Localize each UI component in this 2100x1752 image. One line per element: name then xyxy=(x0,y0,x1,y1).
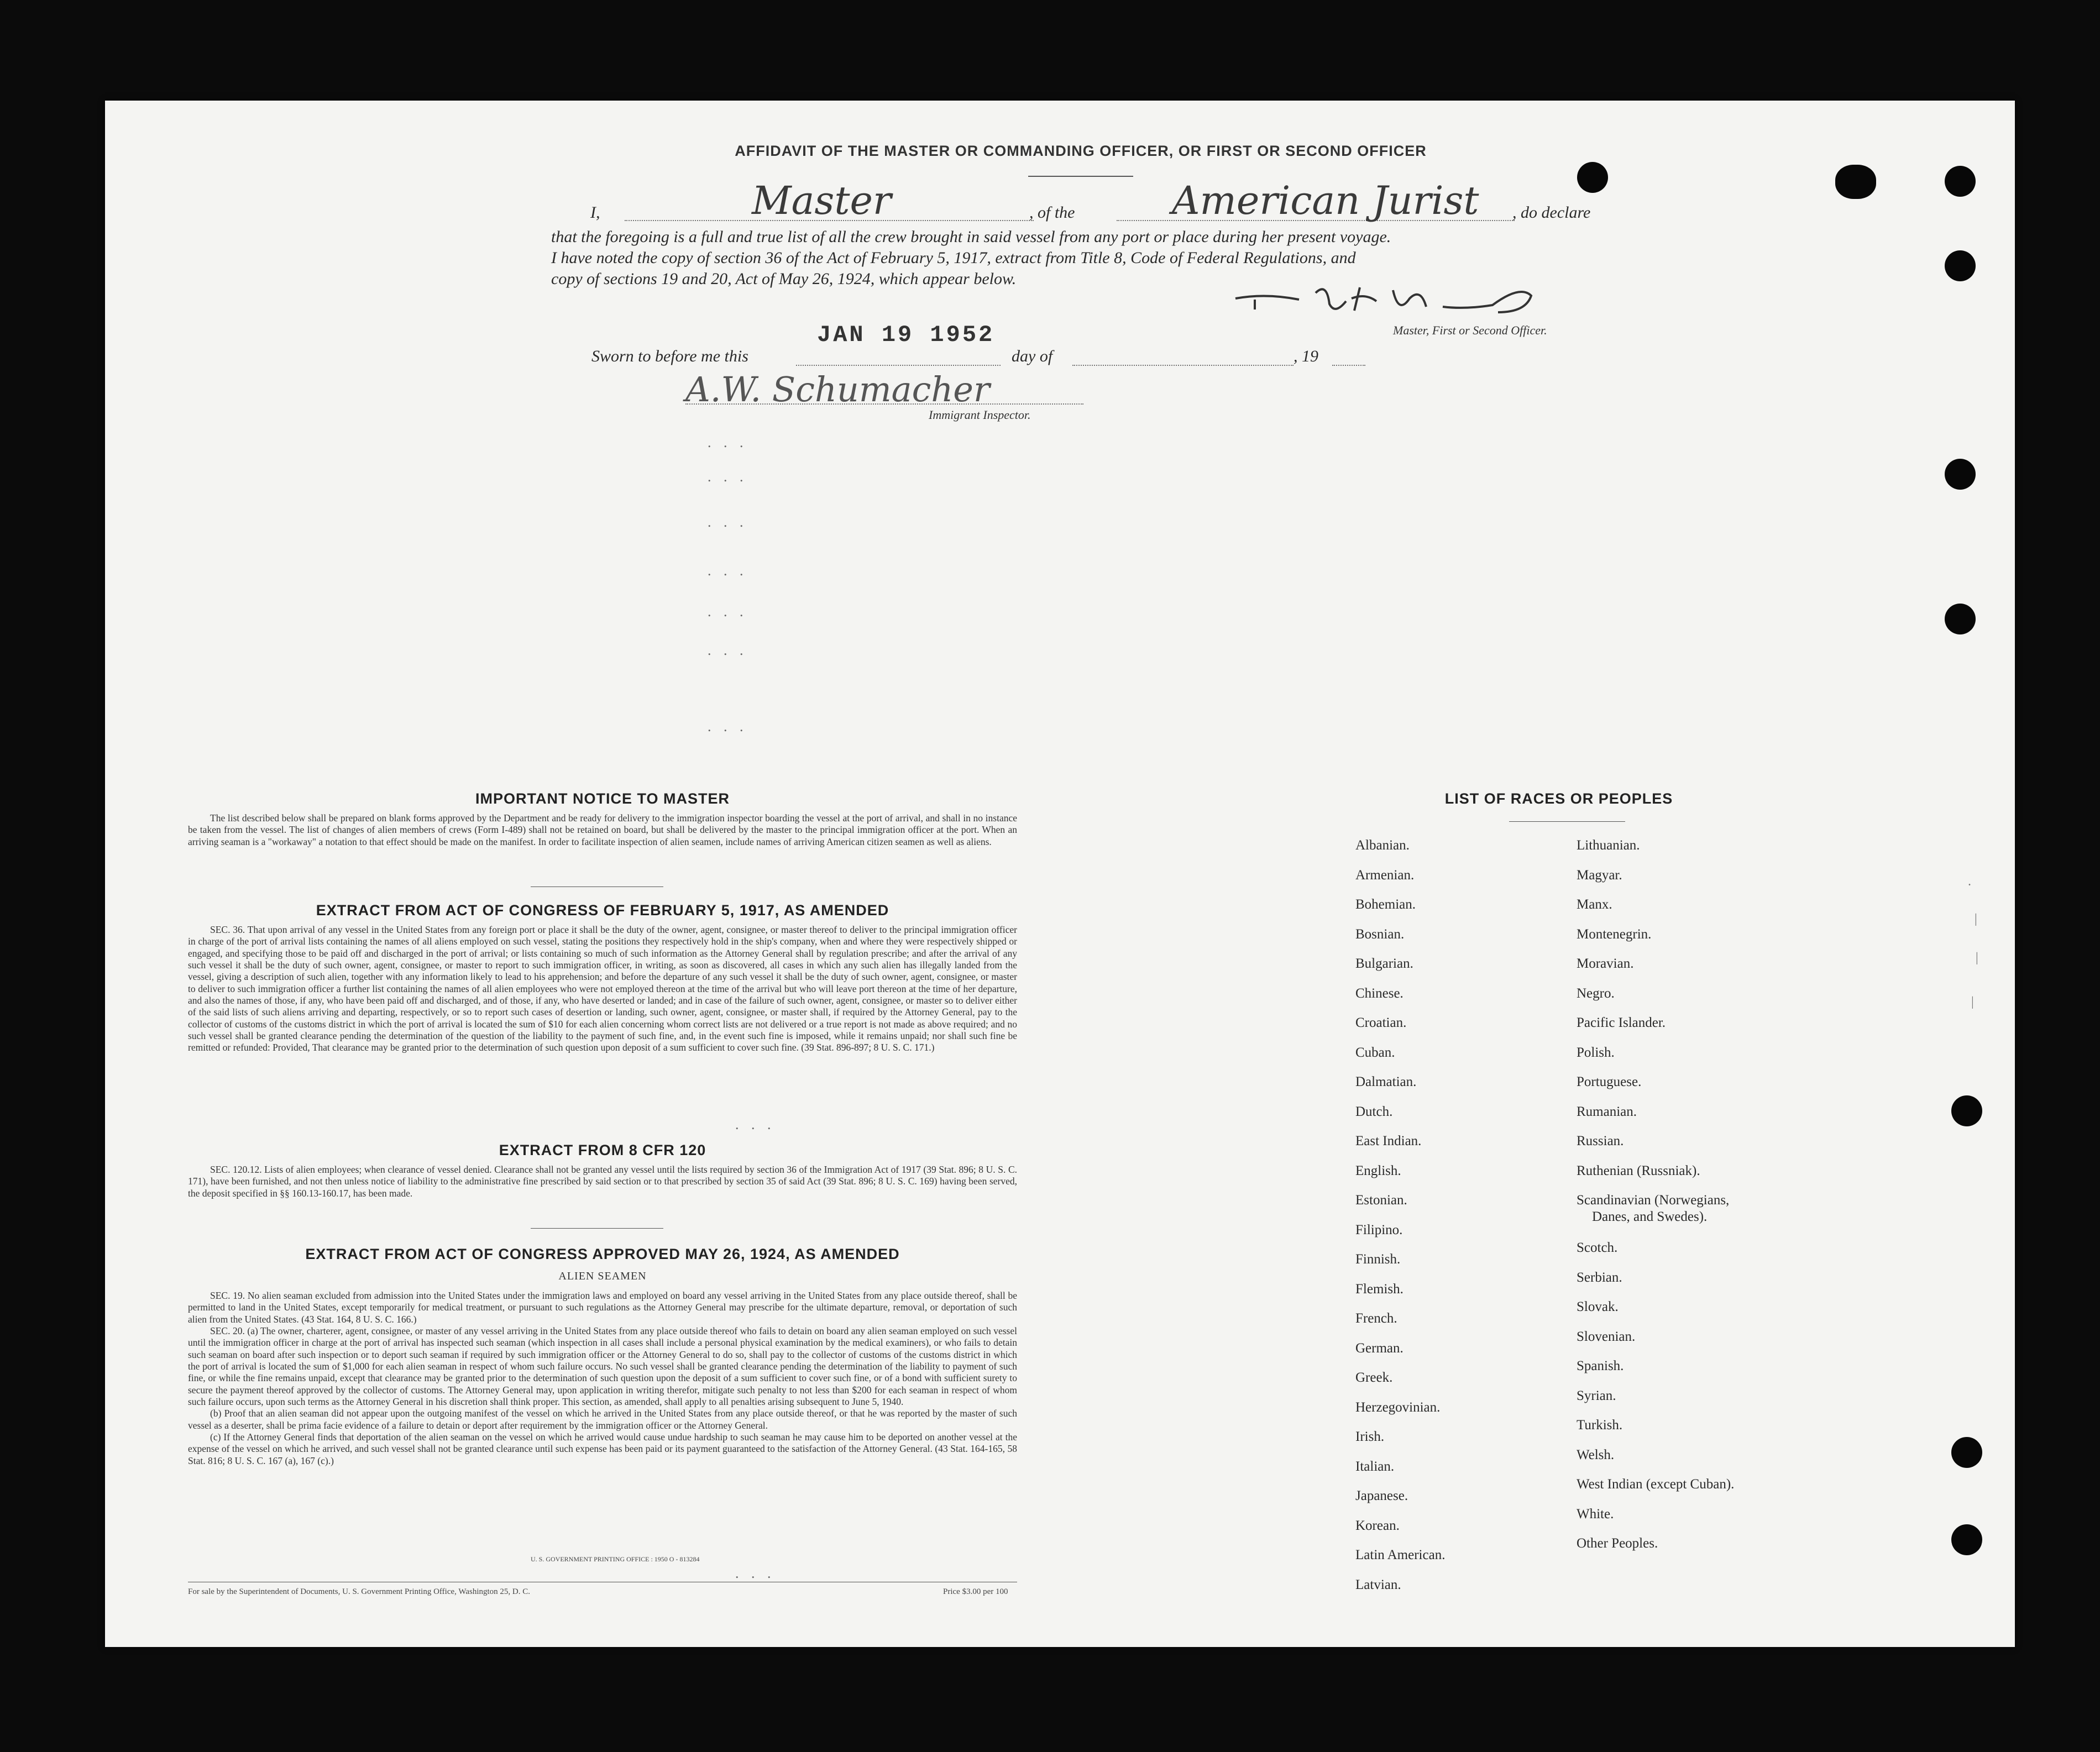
race-item: Estonian. xyxy=(1355,1193,1407,1208)
extract-cfr-text: SEC. 120.12. Lists of alien employees; when clearance of vessel denied. Clearance shall not be granted any vessel until the lists required by section 36 of the Immigration Act of 1917 (39 Stat. 896; 8 U. S. C. 171), have been furnished, and not then unless notice of liability to the administrative fine prescribed by said section or to that prescribed by section 35 of said Act (39 Stat. 896; 8 U. S. C. 169) having been served, the deposit specified in §§ 160.13-160.17, has been made. xyxy=(188,1164,1017,1199)
race-item: Bohemian. xyxy=(1355,897,1416,912)
extract-cfr-block xyxy=(188,1164,1017,1199)
affidavit-i-label: I, xyxy=(590,203,600,222)
race-item: Serbian. xyxy=(1577,1270,1622,1285)
race-item: French. xyxy=(1355,1311,1397,1326)
race-item: Welsh. xyxy=(1577,1447,1615,1462)
race-item: Finnish. xyxy=(1355,1252,1401,1267)
race-item: Irish. xyxy=(1355,1429,1385,1444)
inspector-line xyxy=(685,403,1083,405)
race-item: Scotch. xyxy=(1577,1240,1618,1256)
race-item: Moravian. xyxy=(1577,956,1634,971)
divider xyxy=(1028,176,1133,177)
blank-row-marks: . . . xyxy=(708,563,748,579)
blank-row-marks: . . . xyxy=(708,469,748,485)
notice-text: The list described below shall be prepared on blank forms approved by the Department and be ready for delivery to the immigration inspector boarding the vessel at the port of arrival, and shall in no instance be taken from the vessel. The list of changes of alien members of crews (Form I-489) shall not be retained on board, but shall be delivered by the master to the principal immigration officer at the port. When an arriving seaman is a "workaway" a notation to that effect should be made on the manifest. In order to facilitate inspection of alien seamen, include names of arriving American citizen seamen as well as aliens. xyxy=(188,812,1017,847)
margin-mark: | xyxy=(1971,995,1974,1009)
margin-mark: | xyxy=(1976,951,1978,965)
punch-hole xyxy=(1945,166,1976,197)
race-item: Latvian. xyxy=(1355,1577,1401,1592)
race-item: Bosnian. xyxy=(1355,926,1405,942)
race-item: East Indian. xyxy=(1355,1134,1422,1148)
signature-caption: Master, First or Second Officer. xyxy=(1393,323,1547,337)
race-item: Greek. xyxy=(1355,1370,1393,1385)
race-item: Other Peoples. xyxy=(1577,1536,1658,1551)
notice-text-block xyxy=(188,812,1017,848)
blank-row-marks: . . . xyxy=(708,514,748,530)
date-stamp: JAN 19 1952 xyxy=(817,322,995,348)
extract-1917-title: EXTRACT FROM ACT OF CONGRESS OF FEBRUARY 5, 1917, AS AMENDED xyxy=(316,902,889,919)
divider xyxy=(1509,821,1625,822)
inspector-signature: A.W. Schumacher xyxy=(685,369,990,410)
race-item: Ruthenian (Russniak). xyxy=(1577,1163,1700,1178)
punch-hole xyxy=(1577,162,1608,193)
extract-1924-block xyxy=(188,1290,1017,1467)
punch-hole xyxy=(1945,459,1976,490)
race-item: Portuguese. xyxy=(1577,1074,1642,1089)
race-item: Slovenian. xyxy=(1577,1329,1636,1344)
race-item: Albanian. xyxy=(1355,838,1410,853)
blank-row-marks: . . . xyxy=(735,1565,776,1581)
race-item: Dalmatian. xyxy=(1355,1074,1417,1089)
race-item: White. xyxy=(1577,1506,1614,1522)
race-item: Bulgarian. xyxy=(1355,956,1413,971)
sworn-day-line xyxy=(796,365,1001,366)
for-sale-text: For sale by the Superintendent of Documents, U. S. Government Printing Office, Washington 25, D. C. xyxy=(188,1587,530,1596)
divider xyxy=(531,1228,663,1229)
sworn-month-line xyxy=(1072,365,1293,366)
extract-1917-block xyxy=(188,924,1017,1054)
blank-row-marks: . . . xyxy=(708,434,748,450)
race-item: West Indian (except Cuban). xyxy=(1577,1477,1735,1492)
punch-hole xyxy=(1951,1524,1982,1555)
price-text: Price $3.00 per 100 xyxy=(943,1587,1008,1596)
race-item: English. xyxy=(1355,1163,1401,1178)
race-item: Russian. xyxy=(1577,1134,1624,1148)
race-item: Japanese. xyxy=(1355,1488,1408,1503)
blank-row-marks: . . . xyxy=(708,642,748,658)
do-declare-label: , do declare xyxy=(1512,203,1591,222)
punch-hole xyxy=(1951,1437,1982,1468)
race-item: Pacific Islander. xyxy=(1577,1015,1666,1030)
race-item: Korean. xyxy=(1355,1518,1400,1533)
race-item: Magyar. xyxy=(1577,867,1622,883)
race-item: Slovak. xyxy=(1577,1299,1619,1315)
affidavit-line-4: copy of sections 19 and 20, Act of May 26, 1924, which appear below. xyxy=(551,270,1017,288)
punch-hole xyxy=(1945,604,1976,634)
race-item: Negro. xyxy=(1577,985,1615,1001)
extract-1924-para-4: (c) If the Attorney General finds that deportation of the alien seaman on the vessel on which he arrived would cause undue hardship to such seaman he may cause him to be deported on another vessel at the expense of the vessel on which he arrived, and such vessel shall not be granted clearance until such expense has been paid or its payment guaranteed to the satisfaction of the Attorney General. (43 Stat. 164-165, 58 Stat. 816; 8 U. S. C. 167 (a), 167 (c).) xyxy=(188,1431,1017,1466)
affidavit-line-3: I have noted the copy of section 36 of the Act of February 5, 1917, extract from Title 8, Code of Federal Regulations, and xyxy=(551,249,1356,267)
races-title: LIST OF RACES OR PEOPLES xyxy=(1444,790,1673,807)
race-item: Chinese. xyxy=(1355,985,1404,1001)
blank-row-marks: . . . xyxy=(708,718,748,735)
race-item: Turkish. xyxy=(1577,1418,1623,1433)
inspector-caption: Immigrant Inspector. xyxy=(929,408,1031,422)
extract-1924-subtitle: ALIEN SEAMEN xyxy=(558,1270,647,1282)
blank-row-marks: . . . xyxy=(735,1116,776,1132)
race-item: Rumanian. xyxy=(1577,1104,1637,1119)
blank-row-marks: . . . xyxy=(708,604,748,620)
punch-hole xyxy=(1951,1095,1982,1126)
punch-hole xyxy=(1835,165,1876,199)
race-item: Manx. xyxy=(1577,897,1612,912)
race-item: Armenian. xyxy=(1355,867,1415,883)
race-item: Syrian. xyxy=(1577,1388,1616,1403)
margin-mark: | xyxy=(1975,912,1977,926)
affidavit-line-2: that the foregoing is a full and true list of all the crew brought in said vessel from any port or place during her present voyage. xyxy=(551,228,1391,246)
day-of-label: day of xyxy=(1012,347,1053,365)
sworn-year-line xyxy=(1332,365,1365,366)
extract-1924-para-1: SEC. 19. No alien seaman excluded from admission into the United States under the immigration laws and employed on board any vessel arriving in the United States from any place outside thereof, shall be permitted to land in the United States, except temporarily for medical treatment, or pursuant to such regulations as the Attorney General may prescribe for the ultimate departure, removal, or deportation of such alien from the United States. (43 Stat. 164, 8 U. S. C. 166.) xyxy=(188,1290,1017,1325)
race-item: Dutch. xyxy=(1355,1104,1393,1119)
of-the-label: , of the xyxy=(1029,203,1075,222)
master-handwritten: Master xyxy=(752,178,892,223)
race-item: Latin American. xyxy=(1355,1548,1446,1562)
race-item: Montenegrin. xyxy=(1577,926,1652,942)
notice-title: IMPORTANT NOTICE TO MASTER xyxy=(475,790,730,807)
margin-mark: . xyxy=(1968,874,1971,889)
extract-1924-para-3: (b) Proof that an alien seaman did not appear upon the outgoing manifest of the vessel on which he arrived in the United States from any place outside thereof, or that he was reported by the master of such vessel as a deserter, shall be prima facie evidence of a failure to detain or deport after requirement by the immigration officer or the Attorney General. xyxy=(188,1408,1017,1431)
extract-1924-para-2: SEC. 20. (a) The owner, charterer, agent, consignee, or master of any vessel arriving in the United States from any place outside thereof who fails to detain on board any alien seaman employed on such vessel until the immigration officer in charge at the port of arrival has inspected such seaman (which inspection in all cases shall include a personal physical examination by the medical examiners), or who fails to detain such seaman on board after such inspection or to deport such seaman if required by such immigration officer or the Attorney General to do so, shall pay to the collector of customs of the customs district in which the port of arrival is located the sum of $1,000 for each alien seaman in respect of whom such failure occurs. No such vessel shall be granted clearance pending the determination of the liability to payment of such fine, or while the fine remains unpaid, except that clearance may be granted prior to the determination of such question upon the deposit of a sum sufficient to cover such fine, or of a bond with sufficient surety to secure the payment thereof approved by the collector of customs. The Attorney General may, upon application in writing therefor, mitigate such penalty to not less than $200 for each seaman in respect of whom such failure occurs, upon such terms as the Attorney General in his discretion shall think proper. This section, as amended, shall apply to all penalties arising subsequent to June 5, 1940. xyxy=(188,1325,1017,1408)
extract-1917-text: SEC. 36. That upon arrival of any vessel in the United States from any foreign port or place it shall be the duty of the owner, agent, consignee, or master thereof to deliver to the principal immigration officer in charge of the port of arrival lists containing the names of all aliens employed on such vessel, stating the positions they respectively hold in the ship's company, when and where they were respectively shipped or engaged, and specifying those to be paid off and discharged in the port of arrival; or lists containing so much of such information as the Attorney General shall by regulation prescribe; and after the arrival of any such vessel it shall be the duty of such owner, agent, consignee, or master to report to such immigration officer, in writing, as soon as discovered, all cases in which any such alien has illegally landed from the vessel, giving a description of such alien, together with any information likely to lead to his apprehension; and before the departure of any such vessel it shall be the duty of such owner, agent, consignee, or master to deliver to such immigration officer a further list containing the names of all alien employees who were not employed thereon at the time of the arrival but who will leave port thereon at the time of her departure, and also the names of those, if any, who have been paid off and discharged, and of those, if any, who have deserted or landed; and in case of the failure of such owner, agent, consignee, or master so to deliver either of the said lists of such aliens arriving and departing, respectively, or so to report such cases of desertion or landing, such owner, agent, consignee, or master shall, if required by the Attorney General, pay to the collector of customs of the customs district in which the port of arrival is located the sum of $10 for each alien concerning whom correct lists are not delivered or a true report is not made as above required; and no such vessel shall be granted clearance pending the determination of the question of the liability to the payment of such fine, and, in the event such fine is imposed, while it remains unpaid; nor shall such fine be remitted or refunded: Provided, That clearance may be granted prior to the determination of such question upon deposit of a sum sufficient to cover such fine. (39 Stat. 896-897; 8 U. S. C. 171.) xyxy=(188,924,1017,1053)
extract-1924-title: EXTRACT FROM ACT OF CONGRESS APPROVED MAY 26, 1924, AS AMENDED xyxy=(305,1246,900,1262)
printing-office-line: U. S. GOVERNMENT PRINTING OFFICE : 1950 O - 813284 xyxy=(531,1555,700,1563)
extract-cfr-title: EXTRACT FROM 8 CFR 120 xyxy=(499,1142,706,1158)
race-item: Flemish. xyxy=(1355,1281,1404,1297)
race-item: Polish. xyxy=(1577,1045,1615,1060)
race-item: Danes, and Swedes). xyxy=(1592,1209,1708,1224)
race-item: Cuban. xyxy=(1355,1045,1395,1060)
year-prefix: , 19 xyxy=(1293,347,1318,365)
affidavit-title: AFFIDAVIT OF THE MASTER OR COMMANDING OFFICER, OR FIRST OR SECOND OFFICER xyxy=(735,143,1427,159)
race-item: Spanish. xyxy=(1577,1358,1624,1374)
race-item: Croatian. xyxy=(1355,1015,1407,1030)
sworn-label: Sworn to before me this xyxy=(591,347,748,365)
race-item: Scandinavian (Norwegians, xyxy=(1577,1193,1730,1208)
race-item: Lithuanian. xyxy=(1577,838,1640,853)
punch-hole xyxy=(1945,250,1976,281)
race-item: German. xyxy=(1355,1340,1404,1356)
vessel-handwritten: American Jurist xyxy=(1172,178,1479,223)
race-item: Herzegovinian. xyxy=(1355,1399,1441,1415)
master-signature xyxy=(1233,276,1564,326)
race-item: Italian. xyxy=(1355,1459,1395,1474)
race-item: Filipino. xyxy=(1355,1222,1403,1237)
